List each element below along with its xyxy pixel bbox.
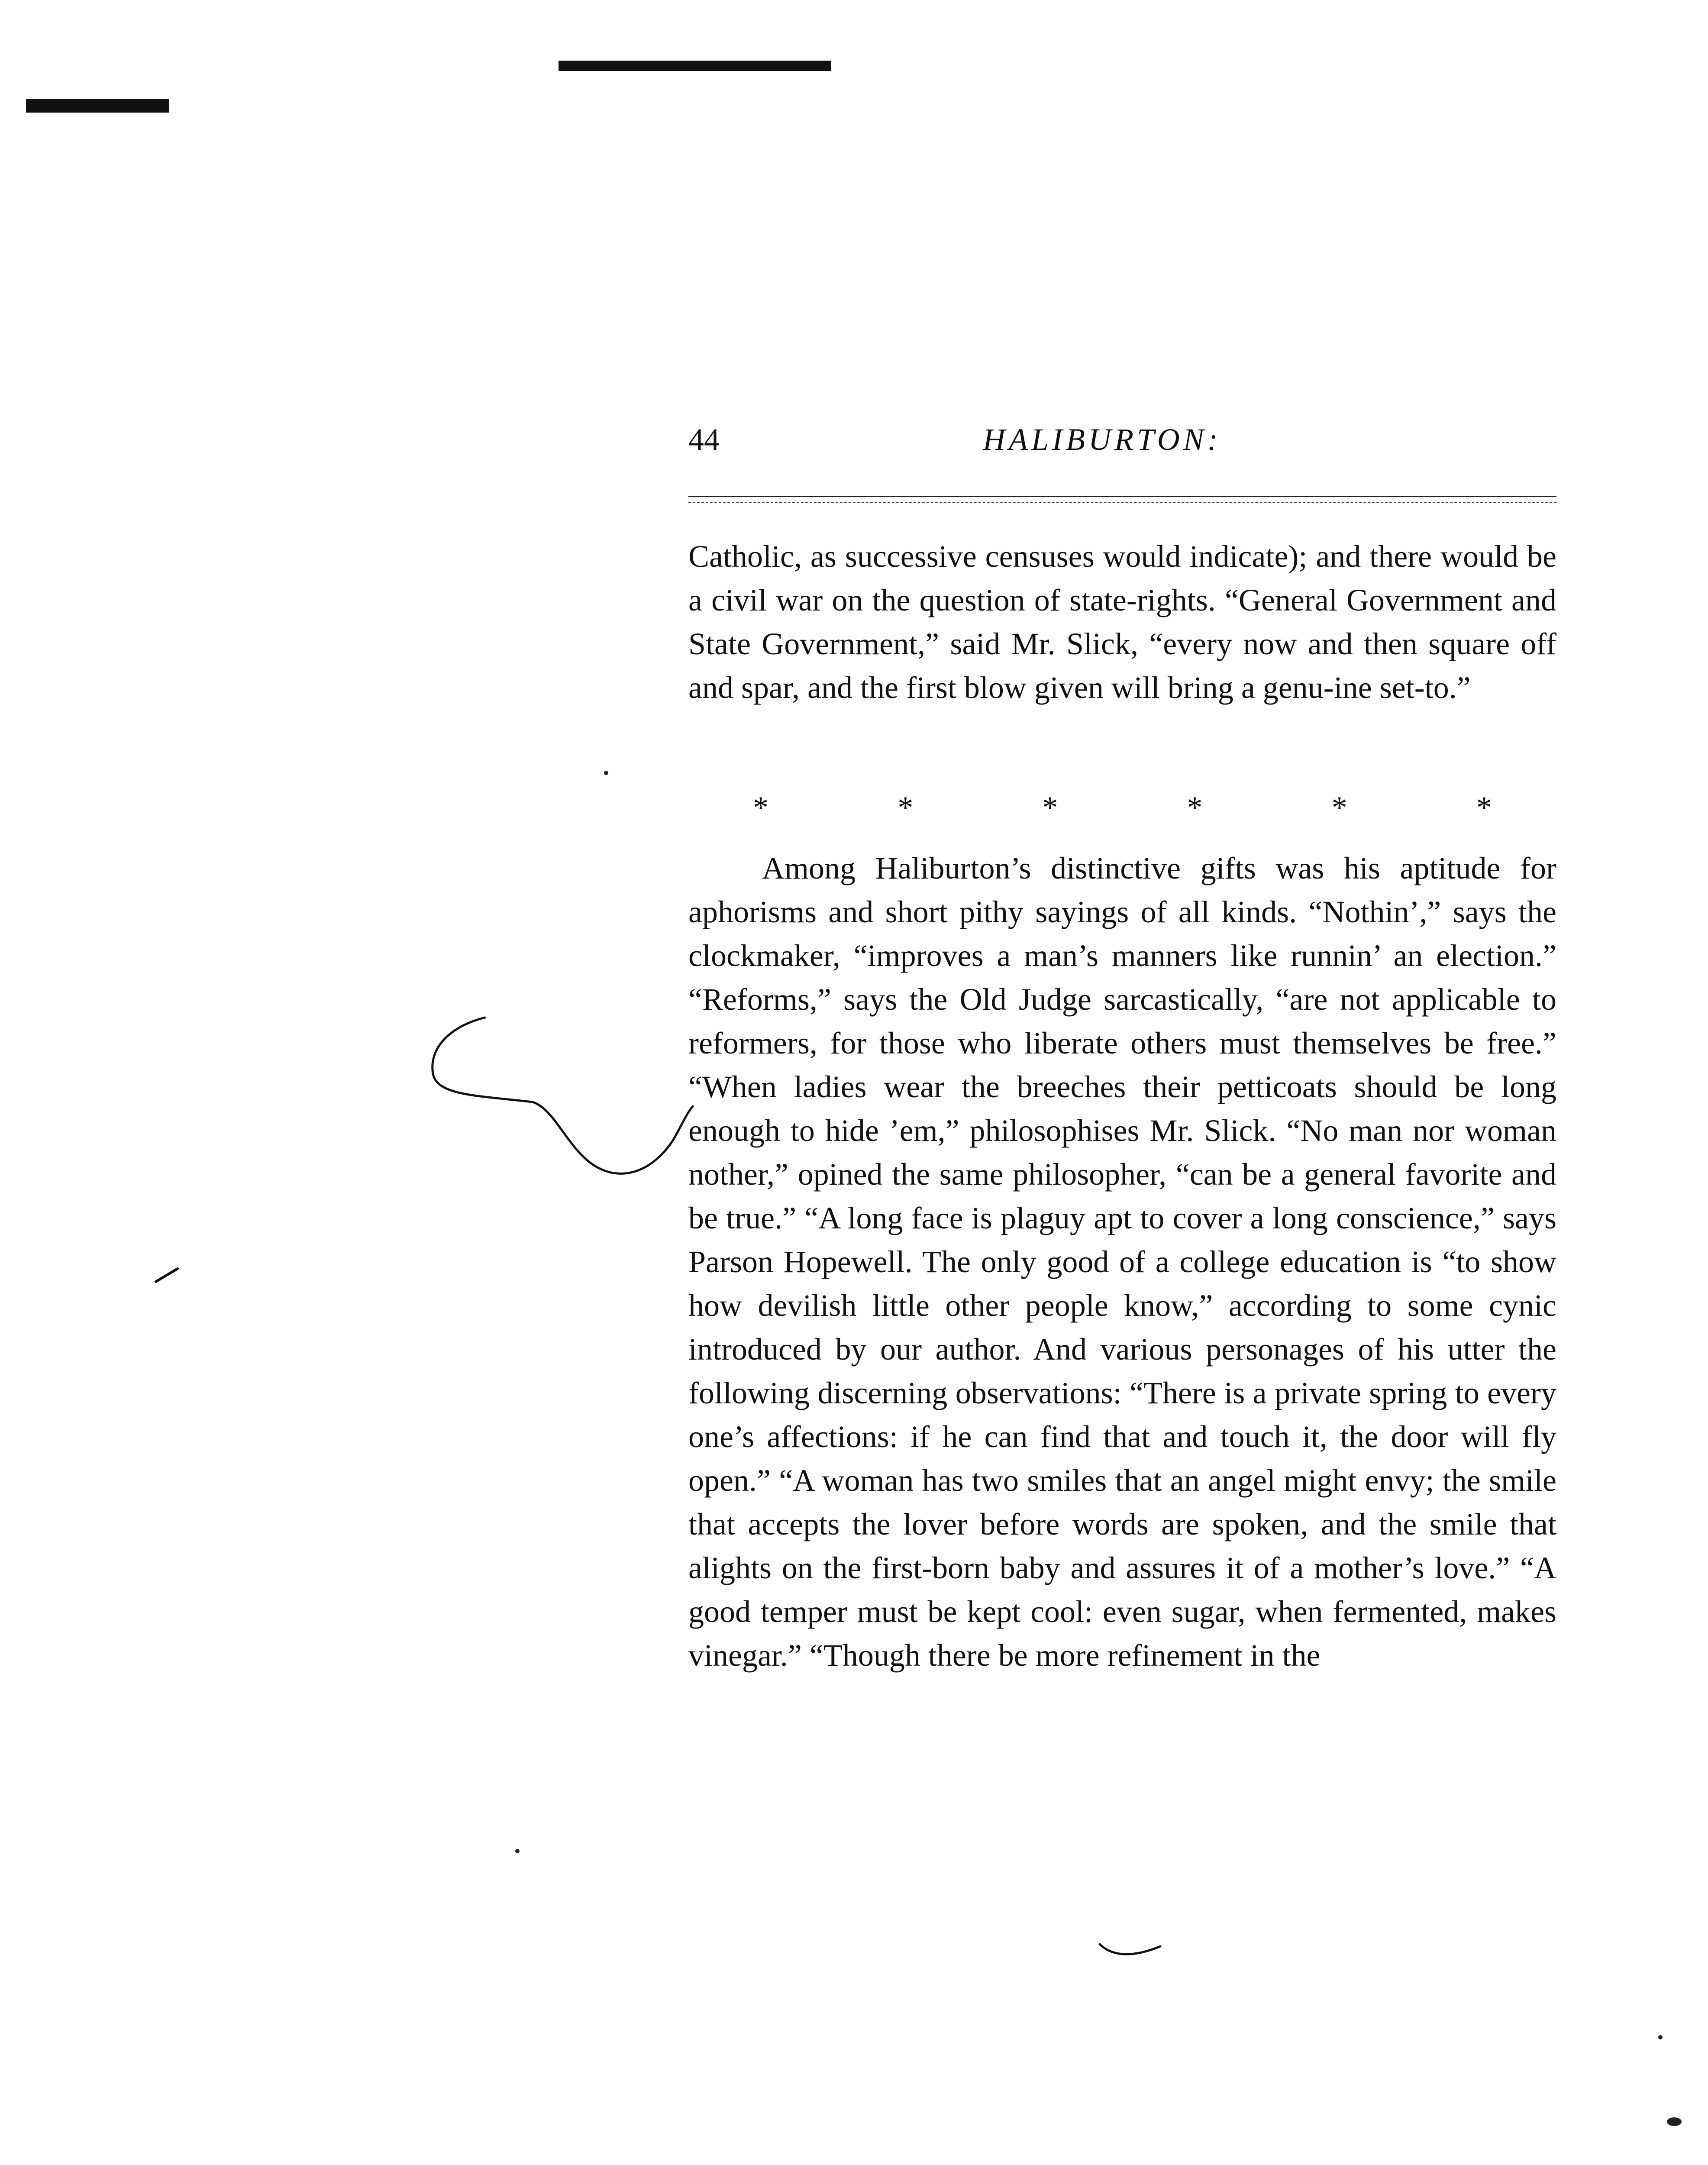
- header-rule-secondary: [688, 502, 1556, 503]
- asterisk: *: [753, 790, 769, 825]
- running-title: HALIBURTON:: [983, 422, 1221, 457]
- asterisk: *: [1476, 790, 1492, 825]
- margin-pen-stroke: [433, 1018, 693, 1173]
- running-head: [688, 416, 1556, 463]
- paragraph-continued: Catholic, as successive censuses would indicate); and there would be a civil war on the question of state-rights. “General Government and State Government,” said Mr. Slick, “every now and then square off and spar, and the first blow given will bring a genu-ine set-to.”: [688, 539, 1556, 705]
- scan-artifact-top-left: [26, 99, 169, 113]
- scan-speck: [1658, 2035, 1663, 2039]
- scan-speck: [604, 771, 608, 775]
- scan-artifact-top-center: [559, 61, 831, 71]
- header-rule: [688, 496, 1556, 497]
- page-number: 44: [688, 422, 720, 457]
- asterisk: *: [1331, 790, 1347, 825]
- section-break: [688, 788, 1556, 827]
- asterisk: *: [898, 790, 914, 825]
- asterisk: *: [1042, 790, 1058, 825]
- asterisk: *: [1187, 790, 1203, 825]
- bottom-pen-curve: [1100, 1944, 1160, 1954]
- paragraph-main: Among Haliburton’s distinctive gifts was his aptitude for aphorisms and short pithy sayings of all kinds. “Nothin’,” says the clockmaker, “improves a man’s manners like runnin’ an election.” “Reforms,” says the Old Judge sarcastically, “are not applicable to reformers, for those who liberate others must themselves be free.” “When ladies wear the breeches their petticoats should be long enough to hide ’em,” philosophises Mr. Slick. “No man nor woman nother,” opined the same philosopher, “can be a general favorite and be true.” “A long face is plaguy apt to cover a long conscience,” says Parson Hopewell. The only good of a college education is “to show how devilish little other people know,” according to some cynic introduced by our author. And various personages of his utter the following discerning observations: “There is a private spring to every one’s affections: if he can find that and touch it, the door will fly open.” “A woman has two smiles that an angel might envy; the smile that accepts the lover before words are spoken, and the smile that alights on the first-born baby and assures it of a mother’s love.” “A good temper must be kept cool: even sugar, when fermented, makes vinegar.” “Though there be more refinement in the: [688, 851, 1556, 1673]
- scan-speck: [515, 1849, 520, 1853]
- scan-speck: [1667, 2117, 1682, 2126]
- margin-pen-tick: [156, 1269, 178, 1282]
